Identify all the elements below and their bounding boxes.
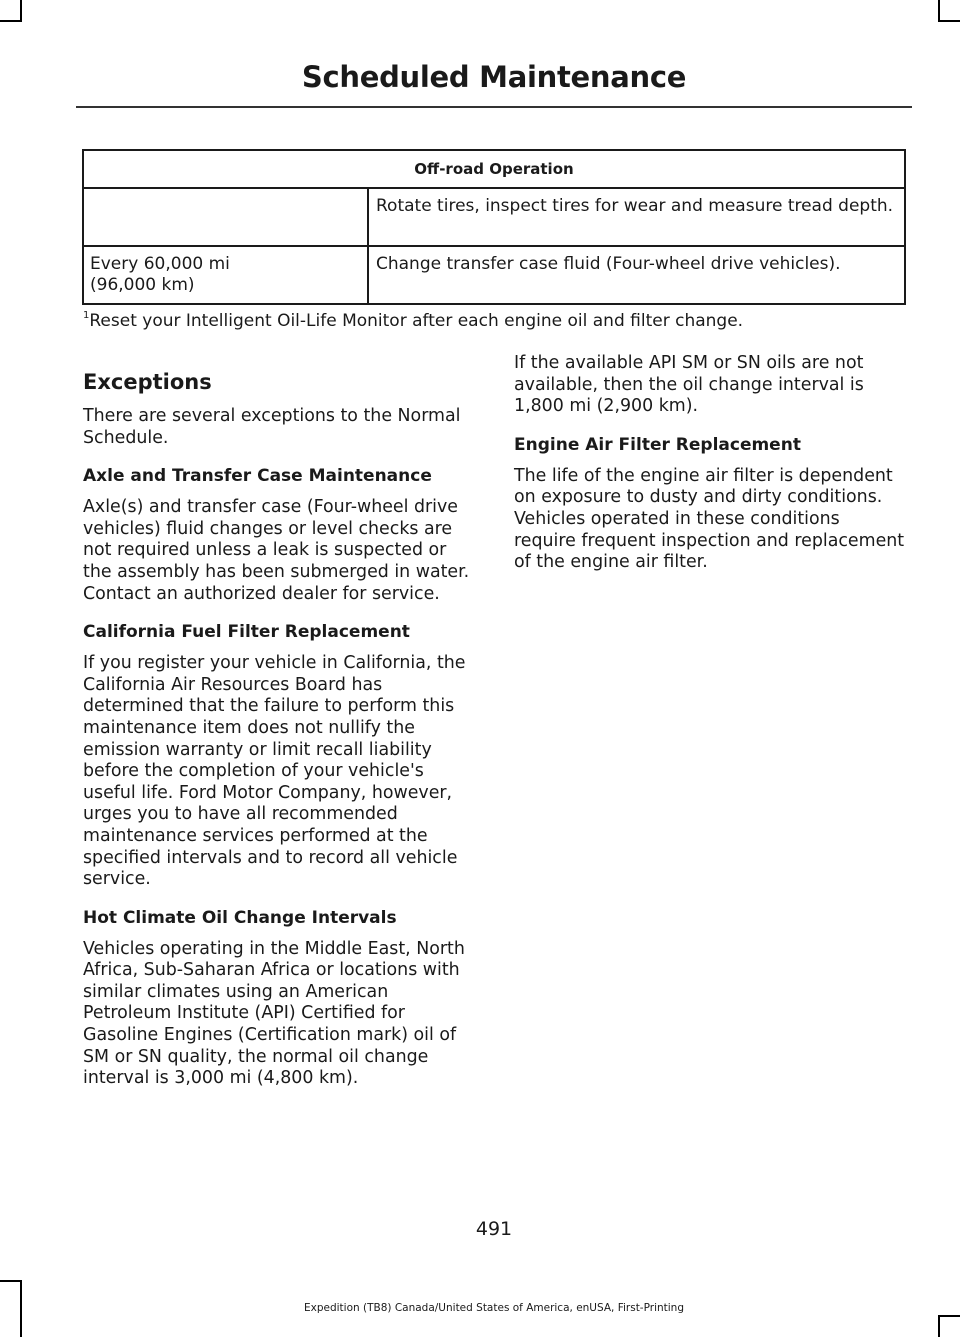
table-cell-interval [83, 188, 368, 246]
crop-mark-bottom-right [938, 1315, 940, 1337]
subheading-hot-climate-oil: Hot Climate Oil Change Intervals [83, 907, 397, 928]
header-divider [76, 106, 912, 108]
crop-mark-top-left-h [0, 20, 22, 22]
subheading-california-fuel-filter: California Fuel Filter Replacement [83, 622, 410, 643]
crop-mark-top-right [938, 0, 940, 22]
exceptions-intro: There are several exceptions to the Normal Schedule. [83, 406, 461, 448]
table-title: Off-road Operation [83, 150, 905, 188]
section-heading-exceptions: Exceptions [83, 370, 212, 394]
paragraph-axle-transfer-case: Axle(s) and transfer case (Four-wheel drive vehicles) fluid changes or level checks are not required unless a leak is suspected or the assembly has been submerged in water. Contact an authorized dealer for service. [83, 497, 470, 604]
paragraph-california-fuel-filter: If you register your vehicle in California, the California Air Resources Board has determined that the failure to perform this maintenance item does not nullify the emission warranty or limit recall liability before the completion of your vehicle's useful life. Ford Motor Company, however, urges you to have all recommended maintenance services performed at the specified intervals and to record all vehicle service. [83, 653, 466, 890]
subheading-engine-air-filter: Engine Air Filter Replacement [514, 434, 801, 455]
crop-mark-bottom-right-h [938, 1315, 960, 1317]
subheading-axle-transfer-case: Axle and Transfer Case Maintenance [83, 466, 432, 487]
table-row [83, 246, 905, 304]
page-title: Scheduled Maintenance [301, 60, 687, 94]
page-number: 491 [475, 1218, 513, 1240]
crop-mark-top-right-h [938, 20, 960, 22]
edition-info: Expedition (TB8) Canada/United States of America, enUSA, First-Printing [303, 1302, 684, 1314]
right-column [514, 353, 907, 590]
interval-text: Every 60,000 mi (96,000 km) [90, 254, 230, 295]
paragraph-oil-interval-continuation: If the available API SM or SN oils are not available, then the oil change interval is 1,800 mi (2,900 km). [514, 353, 864, 417]
paragraph-hot-climate-oil: Vehicles operating in the Middle East, North Africa, Sub-Saharan Africa or locations with similar climates using an American Petroleum Institute (API) Certified for Gasoline Engines (Certification mark) oil of SM or SN quality, the normal oil change interval is 3,000 mi (4,800 km). [83, 938, 465, 1089]
table-footnote [83, 311, 906, 331]
paragraph-engine-air-filter: The life of the engine air filter is dependent on exposure to dusty and dirty conditions. Vehicles operated in these conditions require frequent inspection and replacement of the engine air filter. [514, 465, 905, 573]
table-cell-task: Rotate tires, inspect tires for wear and measure tread depth. [368, 188, 905, 246]
footnote-text: Reset your Intelligent Oil-Life Monitor after each engine oil and filter change. [89, 311, 744, 331]
table-cell-interval [83, 246, 368, 304]
footnote-marker: 1 [83, 310, 90, 321]
table-cell-task: Change transfer case fluid (Four-wheel drive vehicles). [368, 246, 905, 304]
crop-mark-bottom-left [20, 1280, 22, 1337]
maintenance-table [82, 149, 906, 305]
crop-mark-top-left [20, 0, 22, 22]
left-column [83, 368, 476, 1106]
crop-mark-bottom-left-h [0, 1280, 22, 1282]
table-row [83, 188, 905, 246]
